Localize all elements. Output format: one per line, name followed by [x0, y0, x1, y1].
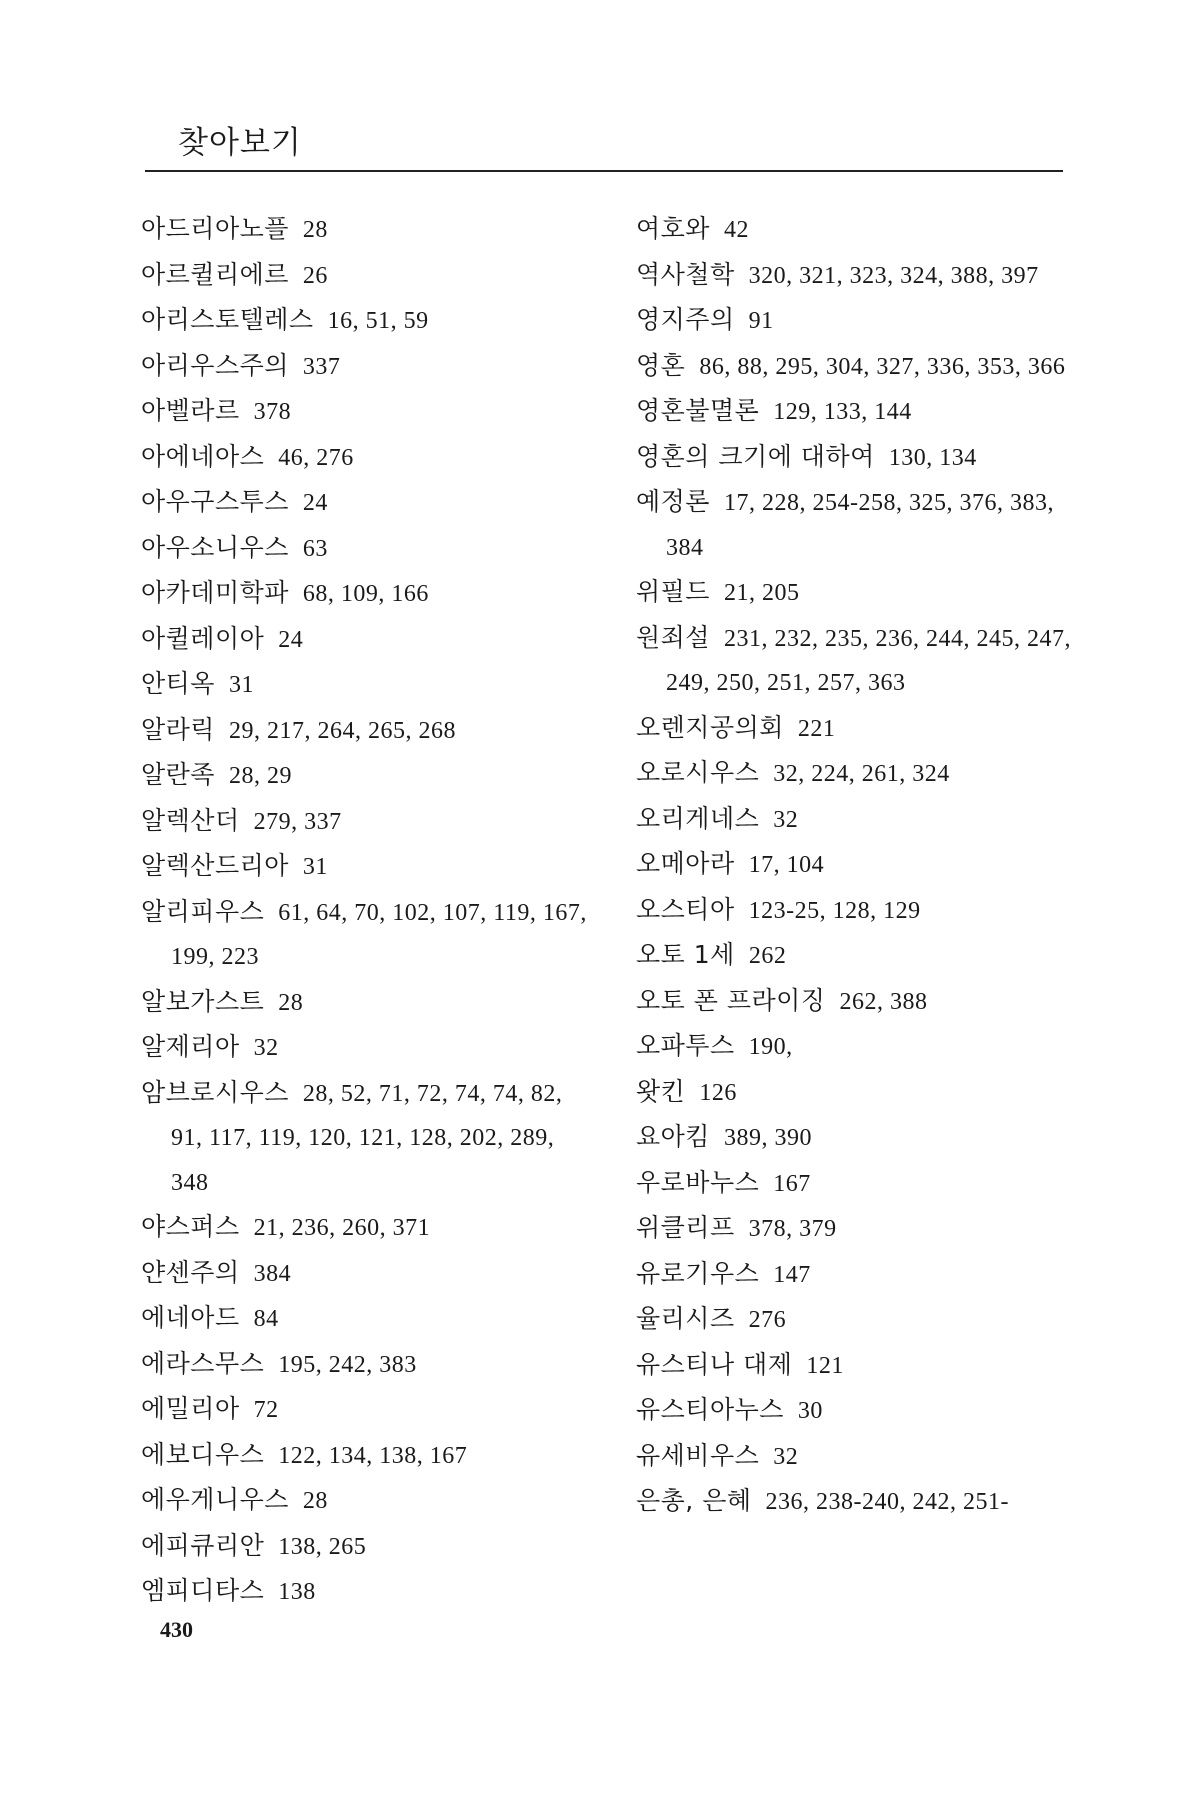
index-pages: 46, 276	[278, 444, 354, 471]
index-term: 유로기우스	[636, 1258, 760, 1288]
index-entry	[141, 1342, 591, 1388]
index-entry	[636, 1206, 1076, 1252]
index-term: 오리게네스	[636, 803, 760, 833]
index-pages: 29, 217, 264, 265, 268	[228, 717, 456, 744]
index-term: 얀센주의	[141, 1257, 240, 1287]
index-pages: 262	[748, 943, 787, 969]
index-entry	[636, 1161, 1076, 1207]
index-pages: 17, 228, 254-258, 325, 376, 383, 384	[666, 490, 1054, 561]
index-column-right	[636, 207, 1076, 1525]
index-pages: 17, 104	[748, 852, 825, 878]
page-title: 찾아보기	[178, 125, 302, 161]
index-entry	[141, 1478, 591, 1524]
index-pages: 42	[723, 217, 749, 243]
index-pages: 28, 52, 71, 72, 74, 74, 82, 91, 117, 119, 120, 121, 128, 202, 289, 348	[171, 1080, 563, 1196]
index-term: 알보가스트	[141, 986, 265, 1016]
index-term: 아리우스주의	[141, 350, 289, 380]
index-pages: 378	[253, 399, 292, 425]
index-term: 아우구스투스	[141, 487, 289, 516]
index-pages: 28	[302, 217, 328, 243]
index-entry	[141, 1205, 591, 1251]
index-entry	[636, 207, 1076, 253]
index-pages: 72	[253, 1397, 279, 1423]
index-term: 오파투스	[636, 1031, 735, 1060]
index-term: 역사철학	[636, 259, 735, 289]
index-term: 오토 폰 프라이징	[636, 985, 826, 1015]
index-term: 에우게니우스	[141, 1485, 289, 1514]
index-entry	[141, 844, 591, 890]
index-entry	[141, 799, 591, 845]
index-pages: 61, 64, 70, 102, 107, 119, 167, 199, 223	[171, 899, 587, 970]
index-entry	[141, 708, 591, 754]
index-pages: 84	[253, 1306, 279, 1332]
index-term: 알라릭	[141, 714, 215, 744]
index-pages: 68, 109, 166	[302, 581, 429, 607]
index-term: 알렉산드리아	[141, 851, 289, 880]
index-entry	[636, 1115, 1076, 1161]
index-entry	[141, 980, 591, 1026]
index-entry	[636, 1070, 1076, 1116]
index-entry	[636, 888, 1076, 934]
index-entry	[141, 571, 591, 617]
index-entry	[141, 253, 591, 299]
index-pages: 167	[773, 1170, 811, 1197]
index-entry	[141, 298, 591, 344]
index-column-left	[141, 207, 591, 1615]
index-pages: 91	[748, 308, 774, 334]
index-pages: 31	[228, 672, 254, 698]
index-term: 아에네아스	[141, 441, 265, 471]
index-pages: 26	[302, 262, 328, 289]
index-entry	[141, 1433, 591, 1479]
index-pages: 31	[302, 854, 328, 880]
index-entry	[141, 389, 591, 435]
index-pages: 262, 388	[839, 988, 928, 1015]
index-term: 예정론	[636, 487, 710, 516]
index-term: 왓킨	[636, 1076, 686, 1106]
index-pages: 279, 337	[253, 808, 342, 835]
index-term: 아우소니우스	[141, 532, 289, 562]
index-pages: 16, 51, 59	[327, 308, 429, 334]
index-term: 알제리아	[141, 1032, 240, 1061]
index-pages: 32	[253, 1035, 279, 1061]
index-term: 에보디우스	[141, 1439, 265, 1469]
index-entry	[636, 797, 1076, 843]
index-pages: 28	[278, 989, 304, 1016]
index-term: 유세비우스	[636, 1440, 760, 1470]
page-header	[145, 118, 1063, 172]
index-entry	[141, 1387, 591, 1433]
index-pages: 32, 224, 261, 324	[773, 761, 950, 787]
index-term: 위필드	[636, 577, 710, 606]
index-term: 엠피디타스	[141, 1576, 265, 1605]
index-entry	[141, 344, 591, 390]
index-entry	[636, 570, 1076, 616]
index-pages: 21, 236, 260, 371	[253, 1215, 431, 1241]
index-entry	[141, 1296, 591, 1342]
index-entry	[141, 435, 591, 481]
index-term: 오로시우스	[636, 758, 760, 787]
index-term: 영혼불멸론	[636, 396, 760, 425]
index-pages: 28, 29	[228, 763, 292, 789]
index-pages: 190,	[748, 1034, 793, 1060]
index-pages: 32	[773, 806, 799, 833]
index-term: 유스티나 대제	[636, 1349, 793, 1379]
index-term: 알리피우스	[141, 896, 265, 926]
index-pages: 138, 265	[278, 1533, 367, 1560]
index-term: 오렌지공의회	[636, 712, 784, 742]
index-entry	[636, 1434, 1076, 1480]
index-pages: 129, 133, 144	[773, 399, 912, 425]
index-pages: 320, 321, 323, 324, 388, 397	[748, 262, 1039, 289]
index-term: 에라스무스	[141, 1348, 265, 1378]
index-term: 아드리아노플	[141, 214, 289, 243]
index-entry	[636, 751, 1076, 797]
index-term: 암브로시우스	[141, 1077, 289, 1107]
index-entry	[141, 890, 591, 980]
index-term: 안티옥	[141, 669, 215, 698]
index-entry	[141, 1569, 591, 1615]
index-term: 아퀼레이아	[141, 623, 265, 653]
index-entry	[636, 435, 1076, 481]
index-term: 오메아라	[636, 849, 735, 878]
index-pages: 24	[302, 490, 328, 516]
index-pages: 337	[302, 353, 341, 380]
index-term: 아벨라르	[141, 396, 240, 425]
index-entry	[636, 1388, 1076, 1434]
index-entry	[141, 1071, 591, 1206]
index-pages: 389, 390	[723, 1125, 812, 1151]
index-entry	[636, 298, 1076, 344]
index-term: 여호와	[636, 214, 710, 243]
index-pages: 384	[253, 1260, 292, 1287]
index-entry	[141, 1025, 591, 1071]
index-pages: 236, 238-240, 242, 251-	[765, 1489, 1009, 1515]
index-term: 알렉산더	[141, 805, 240, 835]
index-entry	[636, 1479, 1076, 1525]
index-term: 야스퍼스	[141, 1212, 240, 1241]
index-entry	[141, 617, 591, 663]
index-pages: 126	[699, 1079, 737, 1106]
index-term: 원죄설	[636, 622, 710, 652]
index-entry	[141, 753, 591, 799]
index-pages: 21, 205	[723, 580, 800, 606]
index-entry	[636, 1024, 1076, 1070]
page-number: 430	[160, 1617, 193, 1642]
index-entry	[636, 616, 1076, 706]
index-pages: 30	[797, 1398, 823, 1424]
index-pages: 121	[806, 1352, 844, 1379]
index-term: 요아킴	[636, 1122, 710, 1151]
index-term: 에피큐리안	[141, 1530, 265, 1560]
index-pages: 32	[773, 1443, 799, 1470]
index-entry	[141, 480, 591, 526]
index-entry	[141, 1251, 591, 1297]
index-term: 오스티아	[636, 894, 735, 924]
index-term: 유스티아누스	[636, 1395, 784, 1424]
index-entry	[636, 706, 1076, 752]
index-pages: 195, 242, 383	[278, 1351, 417, 1378]
index-entry	[636, 1297, 1076, 1343]
index-entry	[141, 207, 591, 253]
index-term: 위클리프	[636, 1213, 735, 1242]
index-entry	[636, 344, 1076, 390]
index-pages: 378, 379	[748, 1216, 837, 1242]
index-entry	[636, 253, 1076, 299]
index-entry	[141, 1524, 591, 1570]
index-pages: 123-25, 128, 129	[748, 897, 921, 924]
index-term: 은총, 은혜	[636, 1486, 752, 1515]
index-pages: 221	[797, 715, 836, 742]
index-entry	[636, 933, 1076, 979]
index-entry	[636, 1252, 1076, 1298]
index-entry	[636, 842, 1076, 888]
index-pages: 28	[302, 1488, 328, 1514]
index-pages: 122, 134, 138, 167	[278, 1442, 468, 1469]
index-term: 우로바누스	[636, 1167, 760, 1197]
index-entry	[636, 389, 1076, 435]
index-term: 오토 1세	[636, 940, 735, 969]
index-term: 에네아드	[141, 1303, 240, 1332]
index-term: 아르퀼리에르	[141, 259, 289, 289]
index-pages: 147	[773, 1261, 811, 1288]
index-term: 아리스토텔레스	[141, 305, 314, 334]
index-pages: 63	[302, 535, 328, 562]
index-entry	[141, 662, 591, 708]
index-term: 알란족	[141, 760, 215, 789]
index-pages: 86, 88, 295, 304, 327, 336, 353, 366	[699, 353, 1066, 380]
index-pages: 138	[278, 1579, 316, 1605]
index-entry	[141, 526, 591, 572]
index-pages: 130, 134	[888, 444, 977, 471]
index-term: 아카데미학파	[141, 578, 289, 607]
index-entry	[636, 1343, 1076, 1389]
index-term: 영혼의 크기에 대하여	[636, 441, 875, 471]
index-pages: 276	[748, 1307, 787, 1333]
index-pages: 231, 232, 235, 236, 244, 245, 247, 249, 250, 251, 257, 363	[666, 625, 1071, 696]
index-term: 영지주의	[636, 305, 735, 334]
index-term: 영혼	[636, 350, 686, 380]
index-entry	[636, 979, 1076, 1025]
index-term: 율리시즈	[636, 1304, 735, 1333]
index-pages: 24	[278, 626, 304, 653]
index-term: 에밀리아	[141, 1394, 240, 1423]
index-entry	[636, 480, 1076, 570]
